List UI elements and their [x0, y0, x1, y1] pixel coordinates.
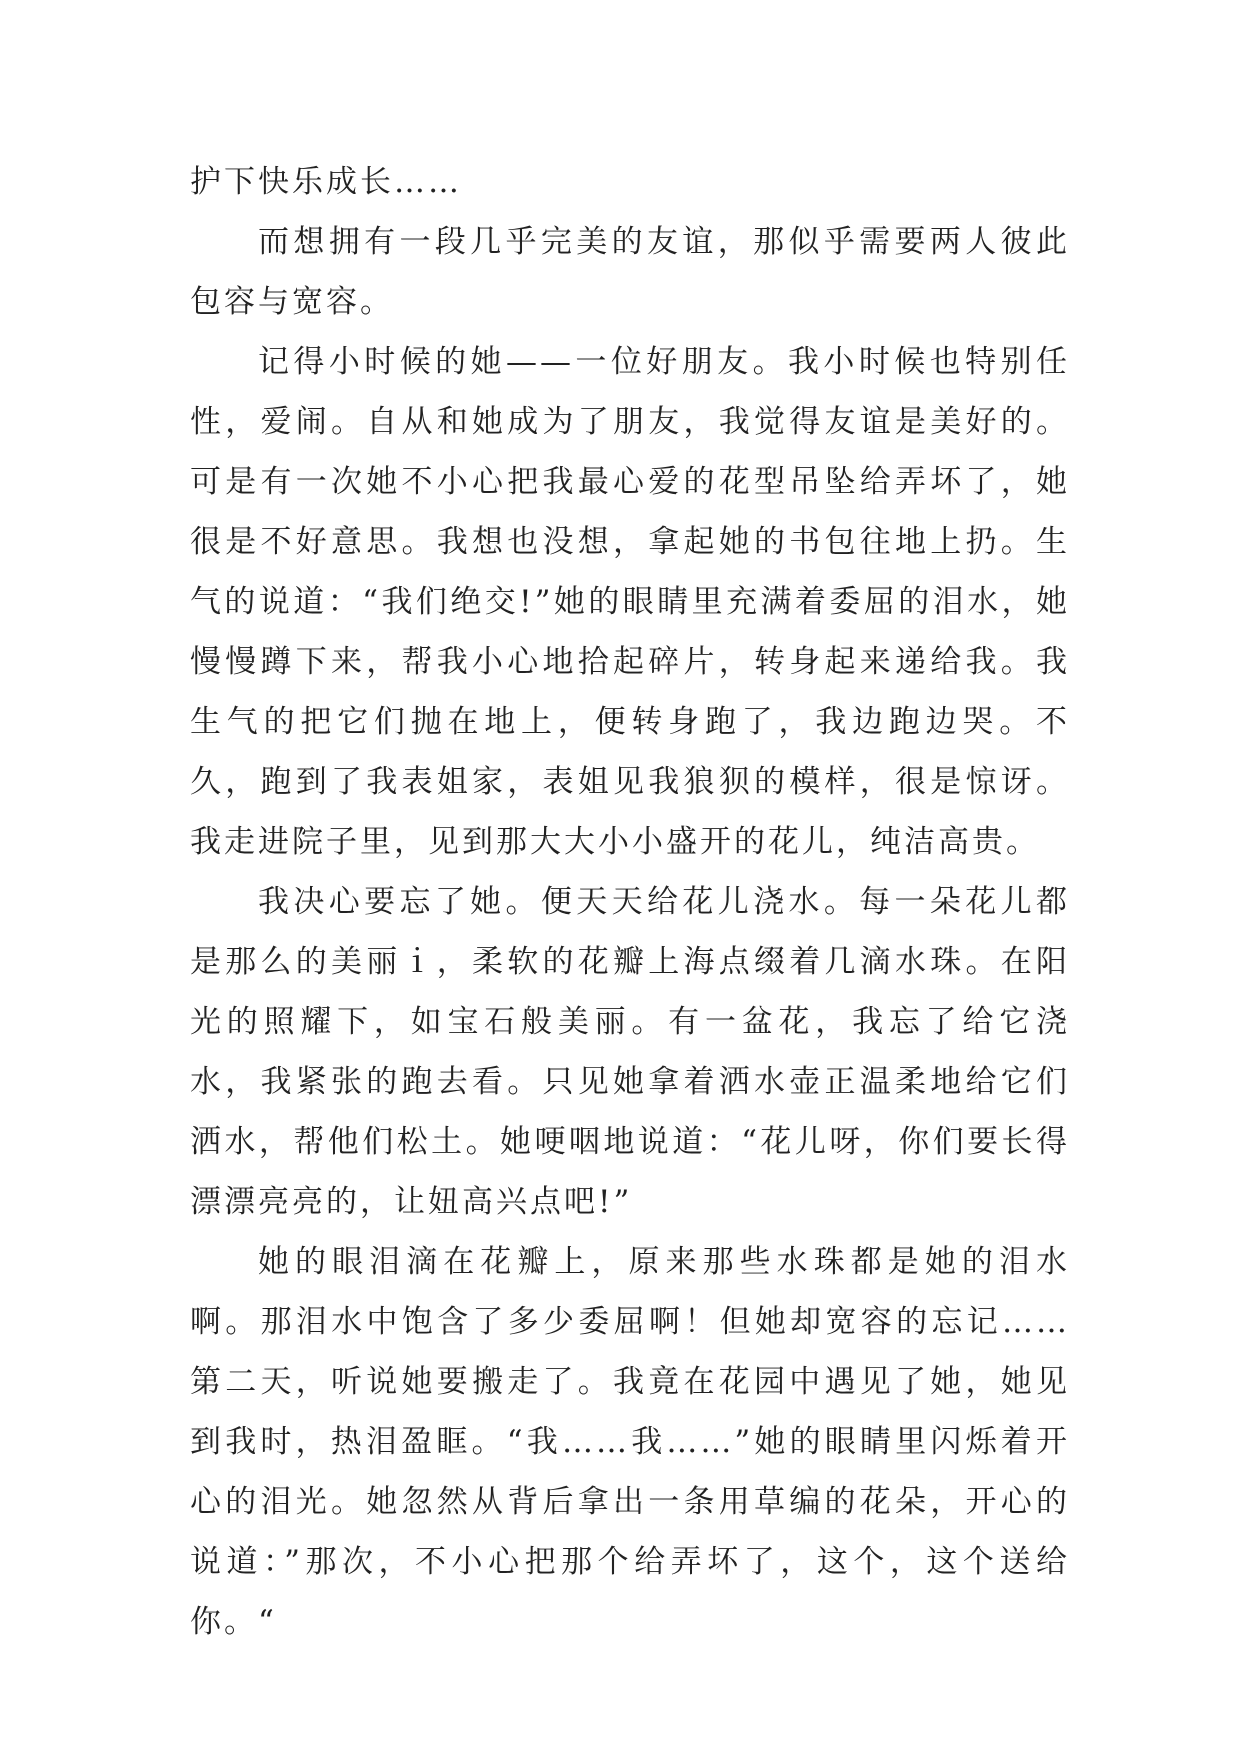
document-body: [190, 152, 1070, 1652]
paragraph-3: 记得小时候的她——一位好朋友。我小时候也特别任性，爱闹。自从和她成为了朋友，我觉得友谊是美好的。可是有一次她不小心把我最心爱的花型吊坠给弄坏了，她很是不好意思。我想也没想，拿起她的书包往地上扔。生气的说道：“我们绝交!”她的眼睛里充满着委屈的泪水，她慢慢蹲下来，帮我小心地拾起碎片，转身起来递给我。我生气的把它们抛在地上，便转身跑了，我边跑边哭。不久，跑到了我表姐家，表姐见我狼狈的模样，很是惊讶。我走进院子里，见到那大大小小盛开的花儿，纯洁高贵。: [190, 344, 1070, 860]
paragraph-2: 而想拥有一段几乎完美的友谊，那似乎需要两人彼此包容与宽容。: [190, 224, 1070, 320]
paragraph-4: 我决心要忘了她。便天天给花儿浇水。每一朵花儿都是那么的美丽ｉ，柔软的花瓣上海点缀着几滴水珠。在阳光的照耀下，如宝石般美丽。有一盆花，我忘了给它浇水，我紧张的跑去看。只见她拿着洒水壶正温柔地给它们洒水，帮他们松土。她哽咽地说道：“花儿呀，你们要长得漂漂亮亮的，让妞高兴点吧!”: [190, 884, 1070, 1220]
paragraph-1: 护下快乐成长……: [190, 164, 462, 200]
paragraph-5: 她的眼泪滴在花瓣上，原来那些水珠都是她的泪水啊。那泪水中饱含了多少委屈啊！但她却宽容的忘记……第二天，听说她要搬走了。我竟在花园中遇见了她，她见到我时，热泪盈眶。“我……我……”她的眼睛里闪烁着开心的泪光。她忽然从背后拿出一条用草编的花朵，开心的说道：”那次，不小心把那个给弄坏了，这个，这个送给你。“: [190, 1244, 1070, 1640]
